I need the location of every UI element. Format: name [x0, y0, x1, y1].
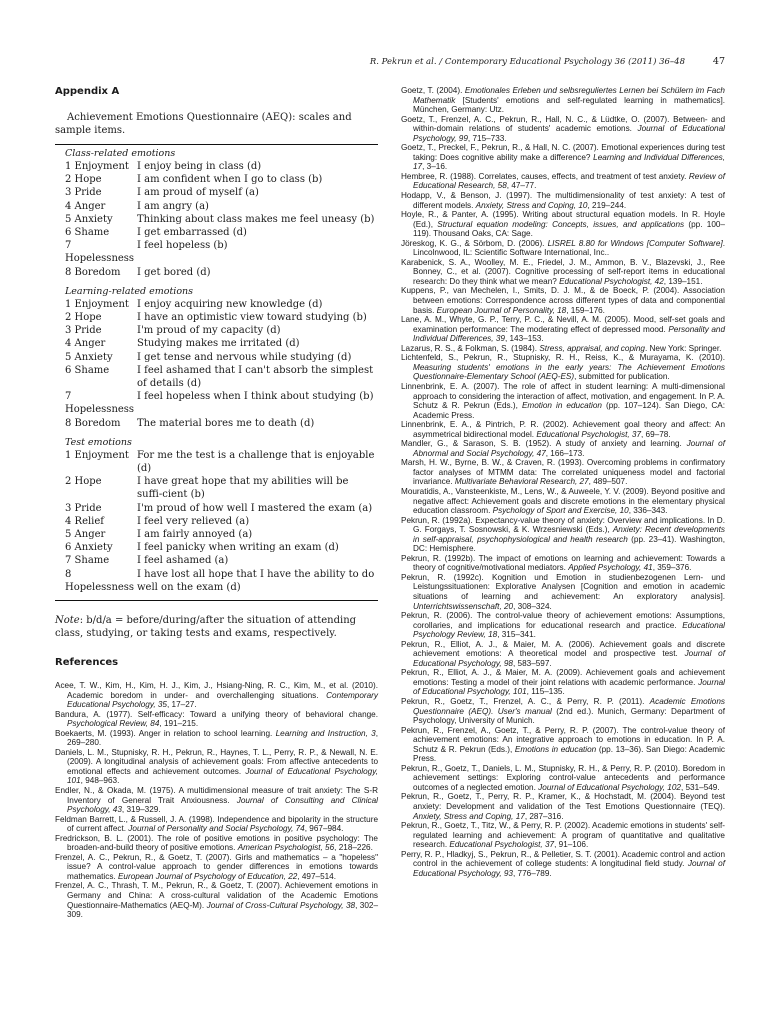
aeq-emotion: 6 Shame	[65, 227, 110, 239]
reference-entry: Pekrun, R. (1992b). The impact of emotions on learning and achievement: Towards a theory of cognitive/motivational mediators. Applied Psychology, 41, 359–376.	[401, 553, 725, 573]
aeq-sample-item: I'm proud of my capacity (d)	[137, 325, 281, 337]
reference-entry: Jöreskog, K. G., & Sörbom, D. (2006). LISREL 8.80 for Windows [Computer Software]. Lincolnwood, IL: Scientific Software International, Inc..	[401, 238, 725, 258]
aeq-sample-item: I am confident when I go to class (b)	[137, 174, 323, 186]
appendix-title: Appendix A	[55, 86, 120, 97]
aeq-row	[55, 337, 378, 350]
references-title: References	[55, 657, 119, 668]
reference-entry: Boekaerts, M. (1993). Anger in relation to school learning. Learning and Instruction, 3, 269–280.	[55, 728, 379, 748]
aeq-sample-item: Thinking about class makes me feel uneasy (b)	[137, 213, 375, 225]
reference-entry: Pekrun, R., Frenzel, A., Goetz, T., & Perry, R. P. (2007). The control-value theory of achievement emotions: An integrative approach to emotions in education. In P. A. Schutz & R. Pekrun (Eds.), Emotions in education (pp. 13–36). San Diego: Academic Press.	[401, 725, 726, 764]
aeq-emotion: 8 Boredom	[65, 417, 121, 429]
aeq-emotion: 5 Anxiety	[65, 351, 113, 363]
reference-entry: Linnenbrink, E. A. (2007). The role of affect in student learning: A multi-dimensional approach to considering the interaction of affect, motivation, and engagement. In P. A. Schutz & R. Pekrun (Eds.), Emotion in education (pp. 107–124). San Diego, CA: Academic Press.	[401, 381, 726, 420]
reference-entry: Hodapp, V., & Benson, J. (1997). The multidimensionality of test anxiety: A test of different models. Anxiety, Stress and Coping, 10, 219–244.	[401, 191, 725, 210]
aeq-row	[55, 160, 378, 173]
appendix-caption: Achievement Emotions Questionnaire (AEQ): scales and sample items.	[55, 112, 352, 136]
reference-entry: Mandler, G., & Sarason, S. B. (1952). A study of anxiety and learning. Journal of Abnormal and Social Psychology, 47, 166–173.	[401, 439, 726, 458]
reference-entry: Frenzel, A. C., Thrash, T. M., Pekrun, R., & Goetz, T. (2007). Achievement emotions in Germany and China: A cross-cultural validation of the Academic Emotions Questionnaire-Mathematics (AEQ-M). Journal of Cross-Cultural Psychology, 38, 302–309.	[55, 881, 379, 920]
aeq-emotion: 6 Shame	[65, 364, 110, 376]
reference-entry: Linnenbrink, E. A., & Pintrich, P. R. (2002). Achievement goal theory and affect: An asymmetrical bidirectional model. Educational Psychologist, 37, 69–78.	[401, 420, 725, 439]
aeq-section-title: Test emotions	[65, 436, 132, 448]
reference-entry: Goetz, T., Preckel, F., Pekrun, R., & Hall, N. C. (2007). Emotional experiences during test taking: Does cognitive ability make a difference? Learning and Individual Differences, 17, 3–16.	[401, 143, 725, 172]
aeq-sample-item: I have an optimistic view toward studying (b)	[137, 312, 367, 324]
references-list-left	[55, 681, 378, 920]
aeq-sample-item: I get bored (d)	[137, 266, 211, 278]
aeq-row	[55, 298, 378, 311]
aeq-row	[55, 475, 378, 501]
table-note	[55, 614, 378, 640]
appendix-section	[55, 86, 378, 640]
aeq-sample-item: I am angry (a)	[137, 200, 209, 212]
reference-entry: Pekrun, R., Goetz, T., Perry, R. P., Kramer, K., & Hochstadt, M. (2004). Beyond test anxiety: Development and validation of the Test Emotions Questionnaire (TEQ). Anxiety, Stress and Coping, 17, 287–316.	[401, 792, 725, 821]
aeq-row	[55, 528, 378, 541]
reference-entry: Pekrun, R., Goetz, T., Titz, W., & Perry, R. P. (2002). Academic emotions in students' self-regulated learning and achievement: A program of quantitative and qualitative research. Educational Psychologist, 37, 91–106.	[401, 821, 725, 850]
reference-entry: Perry, R. P., Hladkyj, S., Pekrun, R., & Pelletier, S. T. (2001). Academic control and action control in the achievement of college students: A longitudinal field study. Journal of Educational Psychology, 93, 776–789.	[401, 849, 725, 878]
note-label: Note	[55, 615, 80, 627]
aeq-emotion: 2 Hope	[65, 174, 102, 186]
aeq-sample-item: I enjoy acquiring new knowledge (d)	[137, 298, 323, 310]
aeq-section-title: Class-related emotions	[65, 148, 176, 159]
aeq-emotion: 4 Anger	[65, 200, 106, 212]
aeq-sample-item: The material bores me to death (d)	[137, 417, 315, 429]
aeq-row	[55, 239, 378, 265]
aeq-emotion: 6 Anxiety	[65, 542, 113, 554]
aeq-sample-item: I feel ashamed that I can't absorb the simplest of details (d)	[137, 364, 374, 390]
aeq-section	[55, 147, 378, 279]
aeq-sample-item: For me the test is a challenge that is enjoyable (d)	[137, 449, 375, 475]
aeq-emotion: 8 Boredom	[65, 266, 121, 278]
reference-entry: Frenzel, A. C., Pekrun, R., & Goetz, T. (2007). Girls and mathematics – a "hopeless" issue? A control-value approach to gender differences in emotions towards mathematics. European Journal of Psychology of Education, 22, 497–514.	[55, 852, 378, 881]
aeq-emotion: 3 Pride	[65, 187, 102, 199]
note-text: : b/d/a = before/during/after the situation of attending class, studying, or taking tests and exams, respectively.	[55, 615, 357, 640]
aeq-sample-item: I get tense and nervous while studying (d)	[137, 351, 352, 363]
reference-entry: Pekrun, R. (2006). The control-value theory of achievement emotions: Assumptions, corollaries, and implications for educational research and practice. Educational Psychology Review, 18, 315–341.	[401, 611, 725, 640]
aeq-emotion: 2 Hope	[65, 476, 102, 488]
aeq-sample-item: I feel very relieved (a)	[137, 515, 250, 527]
reference-entry: Lichtenfeld, S., Pekrun, R., Stupnisky, R. H., Reiss, K., & Murayama, K. (2010). Measuring students' emotions in the early years: The Achievement Emotions Questionnaire-Elementary School (AEQ-ES), submitted for publication.	[401, 353, 725, 382]
aeq-sample-item: I feel ashamed (a)	[137, 555, 229, 567]
running-title: R. Pekrun et al. / Contemporary Educational Psychology 36 (2011) 36–48	[369, 57, 685, 67]
reference-entry: Daniels, L. M., Stupnisky, R. H., Pekrun, R., Haynes, T. L., Perry, R. P., & Newall, N. E. (2009). A longitudinal analysis of achievement goals: From affective antecedents to emotional effects and achievement outcomes. Journal of Educational Psychology, 101, 948–963.	[55, 747, 378, 786]
aeq-row	[55, 266, 378, 279]
reference-entry: Goetz, T., Frenzel, A. C., Pekrun, R., Hall, N. C., & Lüdtke, O. (2007). Between- and within-domain relations of students' academic emotions. Journal of Educational Psychology, 99, 715–733.	[401, 114, 725, 143]
aeq-row	[55, 186, 378, 199]
reference-entry: Hembree, R. (1988). Correlates, causes, effects, and treatment of test anxiety. Review of Educational Research, 58, 47–77.	[401, 171, 726, 191]
aeq-emotion: 4 Anger	[65, 338, 106, 350]
aeq-emotion: 5 Anger	[65, 529, 106, 541]
reference-entry: Fredrickson, B. L. (2001). The role of positive emotions in positive psychology: The broaden-and-build theory of positive emotions. American Psychologist, 56, 218–226.	[55, 833, 378, 853]
aeq-row	[55, 173, 378, 186]
aeq-row	[55, 390, 378, 416]
aeq-sample-item: I feel hopeless when I think about studying (b)	[137, 391, 374, 403]
reference-entry: Pekrun, R., Goetz, T., Frenzel, A. C., & Perry, R. P. (2011). Academic Emotions Questionnaire (AEQ). User's manual (2nd ed.). Munich, Germany: Department of Psychology, University of Munich.	[401, 697, 726, 726]
aeq-sample-item: I have great hope that my abilities will be suffi-cient (b)	[137, 476, 349, 501]
aeq-emotion: 7 Hopelessness	[65, 391, 135, 416]
reference-entry: Lane, A. M., Whyte, G. P., Terry, P. C., & Nevill, A. M. (2005). Mood, self-set goals and examination performance: The moderating effect of depressed mood. Personality and Individual Differences, 39, 143–153.	[401, 315, 726, 344]
references-list-right	[401, 86, 725, 878]
aeq-emotion: 4 Relief	[65, 515, 105, 527]
aeq-row	[55, 515, 378, 528]
aeq-row	[55, 541, 378, 554]
aeq-sample-item: I enjoy being in class (d)	[137, 161, 262, 172]
reference-entry: Kuppens, P., van Mechelen, I., Smits, D. J. M., & de Boeck, P. (2004). Association between emotions: Correspondence across different types of data and componential basis. European Journal of Personality, 18, 159–176.	[401, 286, 725, 315]
aeq-emotion: 3 Pride	[65, 325, 102, 337]
aeq-emotion: 7 Hopelessness	[65, 240, 135, 265]
aeq-row	[55, 213, 378, 226]
aeq-sample-item: I'm proud of how well I mastered the exam (a)	[137, 502, 373, 514]
aeq-row	[55, 417, 378, 430]
aeq-emotion: 5 Anxiety	[65, 213, 113, 225]
aeq-sample-item: I feel panicky when writing an exam (d)	[137, 542, 339, 554]
aeq-row	[55, 364, 378, 390]
aeq-row	[55, 324, 378, 337]
aeq-row	[55, 351, 378, 364]
aeq-sample-item: I am fairly annoyed (a)	[137, 529, 253, 541]
reference-entry: Endler, N., & Okada, M. (1975). A multidimensional measure of trait anxiety: The S-R Inventory of General Trait Anxiousness. Journal of Consulting and Clinical Psychology, 43, 319–329.	[55, 786, 378, 815]
aeq-emotion: 2 Hope	[65, 312, 102, 324]
aeq-sample-item: I feel hopeless (b)	[137, 240, 228, 252]
aeq-section	[55, 285, 378, 430]
reference-entry: Pekrun, R. (1992c). Kognition und Emotion in studienbezogenen Lern- und Leistungssituationen: Explorative Analysen [Cognition and emotion in academic situations of learning and achievement: An exploratory analysis]. Unterrichtswissenschaft, 20, 308–324.	[401, 572, 725, 611]
reference-entry: Marsh, H. W., Byrne, B. W., & Craven, R. (1993). Overcoming problems in confirmatory factor analyses of MTMM data: The correlated uniqueness model and factorial invariance. Multivariate Behavioral Research, 27, 489–507.	[401, 458, 725, 487]
aeq-emotion: 7 Shame	[65, 555, 110, 567]
aeq-sample-item: I have lost all hope that I have the ability to do well on the exam (d)	[137, 568, 375, 593]
reference-entry: Bandura, A. (1977). Self-efficacy: Toward a unifying theory of behavioral change. Psychological Review, 84, 191–215.	[55, 709, 378, 729]
aeq-row	[55, 449, 378, 475]
aeq-row	[55, 200, 378, 213]
reference-entry: Goetz, T. (2004). Emotionales Erleben und selbsreguliertes Lernen bei Schülern im Fach Mathematik [Students' emotions and self-regulated learning in mathematics]. München, Germany: Utz.	[401, 86, 725, 115]
aeq-sample-item: Studying makes me irritated (d)	[137, 338, 300, 350]
reference-entry: Karabenick, S. A., Woolley, M. E., Friedel, J. M., Ammon, B. V., Blazevski, J., Ree Bonney, C., et al. (2007). Cognitive processing of self-report items in educational research: Do they think what we mean? Educational Psychologist, 42, 139–151.	[401, 257, 725, 286]
aeq-row	[55, 502, 378, 515]
aeq-emotion: 3 Pride	[65, 502, 102, 514]
reference-entry: Feldman Barrett, L., & Russell, J. A. (1998). Independence and bipolarity in the structure of current affect. Journal of Personality and Social Psychology, 74, 967–984.	[55, 814, 378, 834]
aeq-sample-item: I get embarrassed (d)	[137, 227, 247, 239]
aeq-row	[55, 568, 378, 594]
reference-entry: Pekrun, R., Goetz, T., Daniels, L. M., Stupnisky, R. H., & Perry, R. P. (2010). Boredom in achievement settings: Exploring control-value antecedents and performance outcomes of a neglected emotion. Journal of Educational Psychology, 102, 531–549.	[401, 763, 725, 792]
aeq-sample-item: I am proud of myself (a)	[137, 187, 259, 199]
aeq-table	[55, 144, 378, 601]
aeq-section	[55, 436, 378, 594]
reference-entry: Acee, T. W., Kim, H., Kim, H. J., Kim, J., Hsiang-Ning, R. C., Kim, M., et al. (2010). Academic boredom in under- and overchallenging situations. Contemporary Educational Psychology, 35, 17–27.	[55, 681, 378, 710]
aeq-emotion: 8 Hopelessness	[65, 568, 135, 593]
reference-entry: Pekrun, R., Elliot, A. J., & Maier, M. A. (2006). Achievement goals and discrete achievement emotions: A theoretical model and prospective test. Journal of Educational Psychology, 98, 583–597.	[401, 639, 725, 668]
reference-entry: Pekrun, R., Elliot, A. J., & Maier, M. A. (2009). Achievement goals and achievement emotions: Testing a model of their joint relations with academic performance. Journal of Educational Psychology, 101, 115–135.	[401, 668, 725, 697]
reference-entry: Pekrun, R. (1992a). Expectancy-value theory of anxiety: Overview and implications. In D. G. Forgays, T. Sosnowski, & K. Wrzesniewski (Eds.), Anxiety: Recent developments in self-appraisal, psychophysiological and health research (pp. 23–41). Washington, DC: Hemisphere.	[401, 515, 725, 554]
aeq-section-title: Learning-related emotions	[65, 285, 194, 297]
aeq-emotion: 1 Enjoyment	[65, 449, 129, 461]
aeq-emotion: 1 Enjoyment	[65, 298, 129, 310]
aeq-row	[55, 311, 378, 324]
aeq-emotion: 1 Enjoyment	[65, 161, 129, 172]
reference-entry: Hoyle, R., & Panter, A. (1995). Writing about structural equation models. In R. Hoyle (Ed.), Structural equation modeling: Concepts, issues, and applications (pp. 100–119). Thousand Oaks, CA: Sage.	[401, 210, 725, 239]
page-header	[55, 56, 725, 70]
reference-entry: Mouratidis, A., Vansteenkiste, M., Lens, W., & Auweele, Y. V. (2009). Beyond positive and negative affect: Achievement goals and discrete emotions in the elementary physical education classroom. Psychology of Sport and Exercise, 10, 336–343.	[401, 486, 725, 516]
aeq-row	[55, 226, 378, 239]
reference-entry: Lazarus, R. S., & Folkman, S. (1984). Stress, appraisal, and coping. New York: Springer.	[401, 343, 722, 353]
page-number: 47	[712, 56, 725, 67]
aeq-row	[55, 554, 378, 567]
